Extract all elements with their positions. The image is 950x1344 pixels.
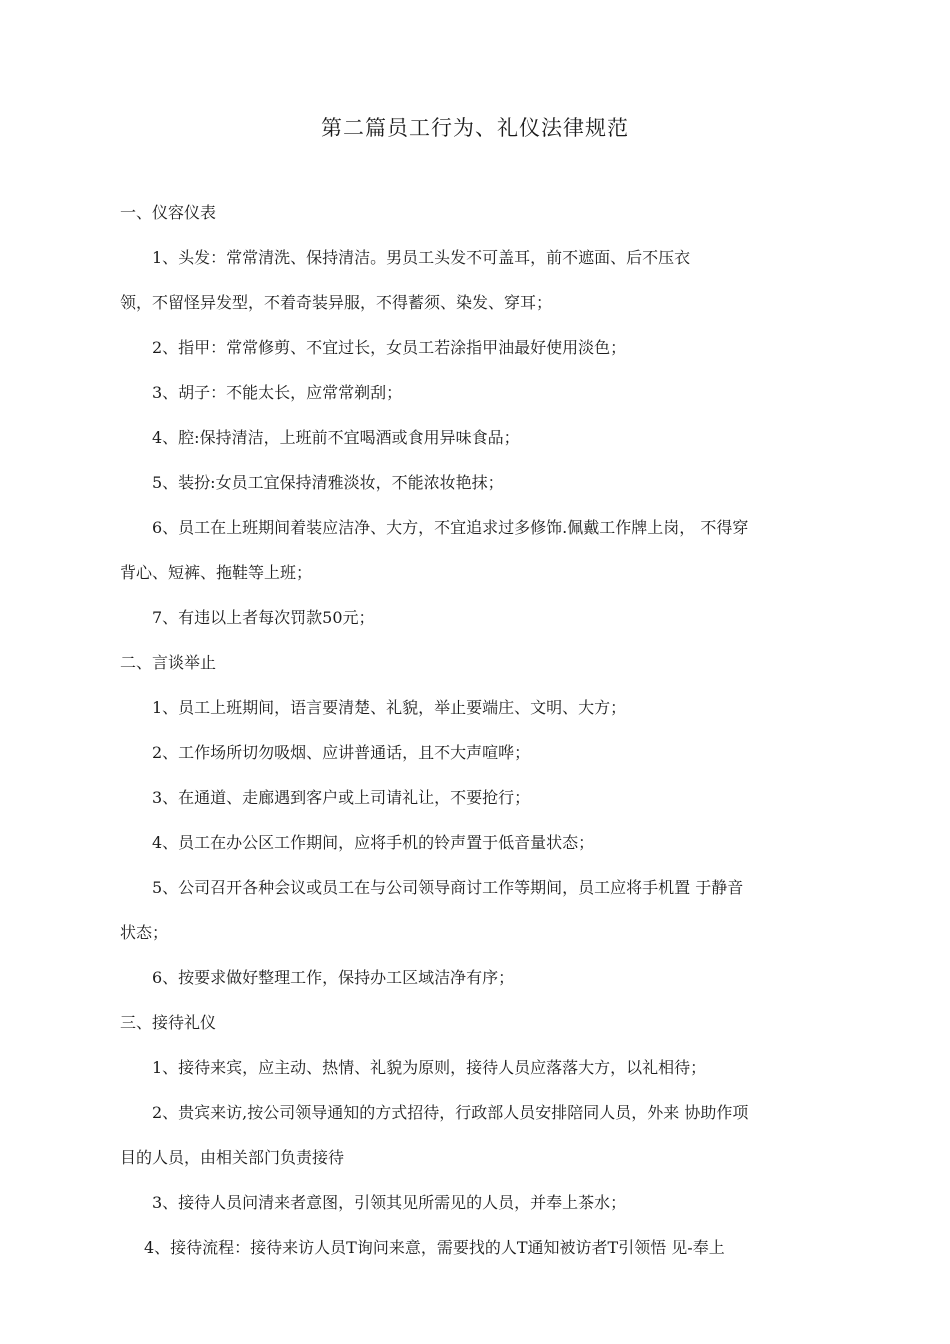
section-heading-appearance: 一、仪容仪表 <box>120 203 217 222</box>
page-title: 第二篇员工行为、礼仪法律规范 <box>321 116 629 140</box>
document-body <box>120 198 835 1278</box>
paragraph-line: 4、腔:保持清洁，上班前不宜喝酒或食用异味食品； <box>152 428 520 447</box>
paragraph-line: 3、接待人员问清来者意图，引领其见所需见的人员，并奉上茶水； <box>152 1193 627 1212</box>
section-heading-reception: 三、接待礼仪 <box>120 1013 217 1032</box>
paragraph-line: 3、胡子：不能太长，应常常剃刮； <box>152 383 403 402</box>
paragraph-line: 背心、短裤、拖鞋等上班； <box>120 563 313 582</box>
paragraph-line: 领，不留怪异发型，不着奇装异服，不得蓄须、染发、穿耳； <box>120 293 553 312</box>
paragraph-line: 4、员工在办公区工作期间，应将手机的铃声置于低音量状态； <box>152 833 595 852</box>
paragraph-line: 状态； <box>120 923 169 942</box>
paragraph-line: 3、在通道、走廊遇到客户或上司请礼让，不要抢行； <box>152 788 531 807</box>
section-heading-speech-conduct: 二、言谈举止 <box>120 653 217 672</box>
paragraph-line: 6、按要求做好整理工作，保持办工区域洁净有序； <box>152 968 515 987</box>
paragraph-line: 7、有违以上者每次罚款50元； <box>152 608 375 627</box>
paragraph-line: 2、指甲：常常修剪、不宜过长，女员工若涂指甲油最好使用淡色； <box>152 338 627 357</box>
paragraph-line: 1、接待来宾，应主动、热情、礼貌为原则，接待人员应落落大方，以礼相待； <box>152 1058 707 1077</box>
paragraph-line: 6、员工在上班期间着装应洁净、大方，不宜追求过多修饰.佩戴工作牌上岗， 不得穿 <box>152 518 749 537</box>
paragraph-line: 2、贵宾来访,按公司领导通知的方式招待，行政部人员安排陪同人员，外来 协助作项 <box>152 1103 749 1122</box>
paragraph-line: 1、头发：常常清洗、保持清洁。男员工头发不可盖耳，前不遮面、后不压衣 <box>152 248 691 267</box>
paragraph-line: 5、公司召开各种会议或员工在与公司领导商讨工作等期间，员工应将手机置 于静音 <box>152 878 744 897</box>
paragraph-line: 5、装扮:女员工宜保持清雅淡妆，不能浓妆艳抹； <box>152 473 504 492</box>
paragraph-line: 4、接待流程：接待来访人员T询问来意，需要找的人T通知被访者T引领悟 见-奉上 <box>144 1238 725 1257</box>
paragraph-line: 2、工作场所切勿吸烟、应讲普通话，且不大声喧哗； <box>152 743 531 762</box>
paragraph-line: 1、员工上班期间，语言要清楚、礼貌，举止要端庄、文明、大方； <box>152 698 627 717</box>
paragraph-line: 目的人员，由相关部门负责接待 <box>120 1148 345 1167</box>
